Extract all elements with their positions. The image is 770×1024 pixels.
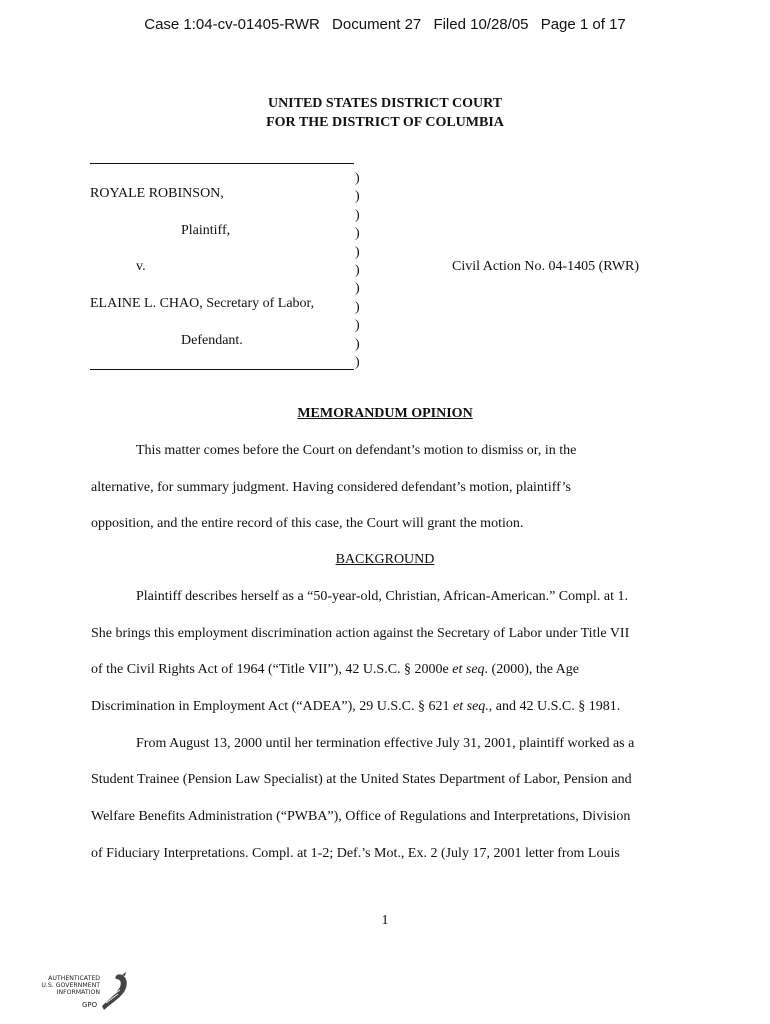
court-title: [0, 94, 770, 132]
defendant-name: ELAINE L. CHAO, Secretary of Labor,: [90, 296, 315, 311]
seal-line-2: U.S. GOVERNMENT: [41, 982, 100, 990]
para1-line-3-text: of the Civil Rights Act of 1964 (“Title VII”), 42 U.S.C. § 2000e: [91, 662, 453, 677]
gpo-authentication-seal: [40, 970, 140, 1014]
case-number: Case 1:04-cv-01405-RWR: [144, 16, 320, 33]
caption-parentheses: ) ) ) ) ) ) ) ) ) ) ): [355, 171, 360, 371]
seal-line-3: INFORMATION: [56, 989, 100, 997]
para1-line-3-tail: . (2000), the Age: [484, 662, 580, 677]
para2-line-2: Student Trainee (Pension Law Specialist) at the United States Department of Labor, Pension and: [91, 772, 632, 787]
para2-line-3: Welfare Benefits Administration (“PWBA”), Office of Regulations and Interpretations, Division: [91, 809, 631, 824]
versus: v.: [136, 259, 146, 274]
page-number: 1: [381, 913, 389, 928]
intro-line-1: This matter comes before the Court on defendant’s motion to dismiss or, in the: [136, 443, 577, 458]
document-number: Document 27: [332, 16, 422, 33]
intro-line-2: alternative, for summary judgment. Having considered defendant’s motion, plaintiff’s: [91, 480, 571, 495]
para1-line-2: She brings this employment discrimination action against the Secretary of Labor under Title VII: [91, 626, 630, 641]
seal-gpo-label: GPO: [82, 1001, 98, 1009]
citation-italic: et seq.: [453, 699, 489, 714]
seal-line-1: AUTHENTICATED: [48, 975, 100, 982]
para2-line-4: of Fiduciary Interpretations. Compl. at 1-2; Def.’s Mot., Ex. 2 (July 17, 2001 letter from Louis: [91, 846, 620, 861]
caption-bottom-rule: [90, 369, 354, 370]
para1-line-4-text: Discrimination in Employment Act (“ADEA”), 29 U.S.C. § 621: [91, 699, 454, 714]
page-indicator: Page 1 of 17: [540, 16, 626, 33]
court-line-2: FOR THE DISTRICT OF COLUMBIA: [266, 115, 504, 130]
court-line-1: UNITED STATES DISTRICT COURT: [267, 96, 503, 111]
defendant-role: Defendant.: [181, 333, 243, 348]
caption-top-rule: [90, 163, 354, 164]
civil-action-number: Civil Action No. 04-1405 (RWR): [452, 259, 640, 274]
para1-line-3: [91, 662, 579, 678]
filed-date: Filed 10/28/05: [433, 16, 529, 33]
section-heading-text: BACKGROUND: [335, 552, 435, 567]
para1-line-4-tail: , and 42 U.S.C. § 1981.: [488, 699, 621, 714]
document-title: [0, 406, 770, 422]
para1-line-1: Plaintiff describes herself as a “50-year-old, Christian, African-American.” Compl. at 1.: [136, 589, 629, 604]
case-header: [0, 16, 770, 33]
plaintiff-role: Plaintiff,: [181, 223, 231, 238]
para2-line-1: From August 13, 2000 until her termination effective July 31, 2001, plaintiff worked as a: [136, 736, 635, 751]
intro-line-3: opposition, and the entire record of this case, the Court will grant the motion.: [91, 516, 524, 531]
eagle-icon: [40, 970, 140, 1014]
plaintiff-name: ROYALE ROBINSON,: [90, 186, 224, 201]
document-title-text: MEMORANDUM OPINION: [297, 406, 473, 421]
citation-italic: et seq: [452, 662, 485, 677]
section-heading: [0, 552, 770, 568]
para1-line-4: [91, 699, 620, 715]
